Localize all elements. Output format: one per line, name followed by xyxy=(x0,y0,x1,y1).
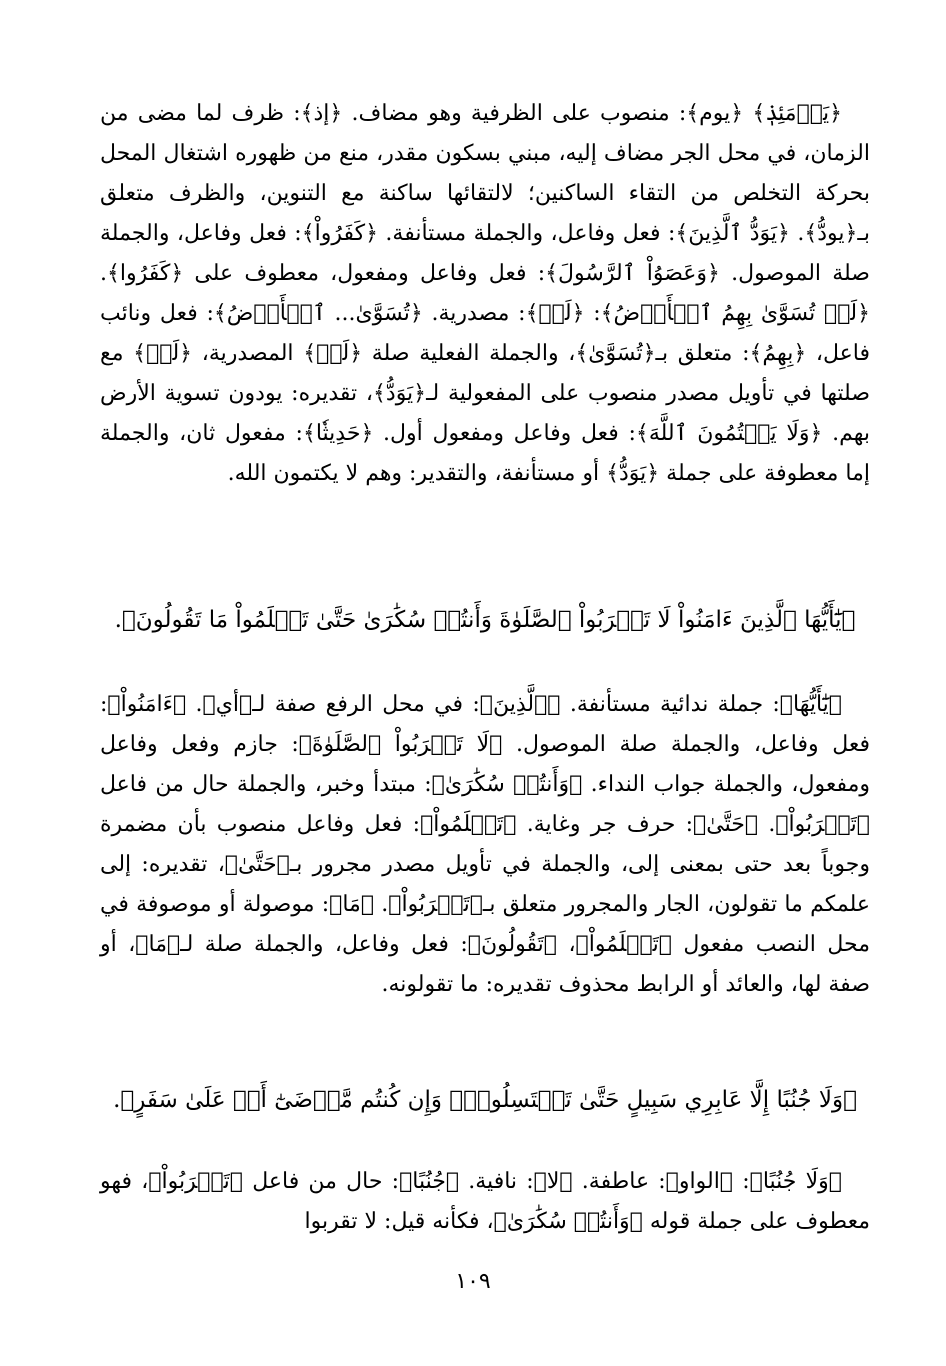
quran-verse-2: ﴿وَلَا جُنُبًا إِلَّا عَابِرِي سَبِيلٍ حَتَّىٰ تَغۡتَسِلُواْۚ وَإِن كُنتُم مَّرۡضَىٰٓ أَوۡ عَلَىٰ سَفَرٍ﴾. xyxy=(113,1087,857,1113)
commentary-section-3 xyxy=(100,1162,870,1242)
commentary-paragraph-2: ﴿يَٰٓأَيُّهَا﴾: جملة ندائية مستأنفة. ﴿ٱلَّذِينَ﴾: في محل الرفع صفة لـ﴿أي﴾. ﴿ءَامَنُواْ﴾: فعل وفاعل، والجملة صلة الموصول. ﴿لَا تَقۡرَبُواْ ٱلصَّلَوٰةَ﴾: جازم وفعل وفاعل ومفعول، والجملة جواب النداء. ﴿وَأَنتُمۡ سُكَٰرَىٰ﴾: مبتدأ وخبر، والجملة حال من فاعل ﴿تَقۡرَبُواْ﴾. ﴿حَتَّىٰ﴾: حرف جر وغاية. ﴿تَعۡلَمُواْ﴾: فعل وفاعل منصوب بأن مضمرة وجوباً بعد حتى بمعنى إلى، والجملة في تأويل مصدر مجرور بـ﴿حَتَّىٰ﴾، تقديره: إلى علمكم ما تقولون، الجار والمجرور متعلق بـ﴿تَقۡرَبُواْ﴾. ﴿مَا﴾: موصولة أو موصوفة في محل النصب مفعول ﴿تَعۡلَمُواْ﴾، ﴿تَقُولُونَ﴾: فعل وفاعل، والجملة صلة لـ﴿مَا﴾، أو صفة لها، والعائد أو الرابط محذوف تقديره: ما تقولونه. xyxy=(100,692,870,997)
commentary-section-2 xyxy=(100,685,870,1005)
commentary-paragraph-1: ﴿يَوۡمَئِذٖ﴾ ﴿يوم﴾: منصوب على الظرفية وهو مضاف. ﴿إذ﴾: ظرف لما مضى من الزمان، في محل الجر مضاف إليه، مبني بسكون مقدر، منع من ظهوره اشتغال المحل بحركة التخلص من التقاء الساكنين؛ لالتقائها ساكنة مع التنوين، والظرف متعلق بـ﴿يودُّ﴾. ﴿يَوَدُّ ٱلَّذِينَ﴾: فعل وفاعل، والجملة مستأنفة. ﴿كَفَرُواْ﴾: فعل وفاعل، والجملة صلة الموصول. ﴿وَعَصَوُاْ ٱلرَّسُولَ﴾: فعل وفاعل ومفعول، معطوف على ﴿كَفَرُوا﴾. ﴿لَوۡ تُسَوَّىٰ بِهِمُ ٱلۡأَرۡضُ﴾: ﴿لَوۡ﴾: مصدرية. ﴿تُسَوَّىٰ... ٱلۡأَرۡضُ﴾: فعل ونائب فاعل، ﴿بِهِمُ﴾: متعلق بـ﴿تُسَوَّىٰ﴾، والجملة الفعلية صلة ﴿لَوۡ﴾ المصدرية، ﴿لَوۡ﴾ مع صلتها في تأويل مصدر منصوب على المفعولية لـ﴿يَوَدُّ﴾، تقديره: يودون تسوية الأرض بهم. ﴿وَلَا يَكۡتُمُونَ ٱللَّهَ﴾: فعل وفاعل ومفعول أول. ﴿حَدِيثٗا﴾: مفعول ثان، والجملة إما معطوفة على جملة ﴿يَوَدُّ﴾ أو مستأنفة، والتقدير: وهم لا يكتمون الله. xyxy=(100,101,870,486)
commentary-section-1 xyxy=(100,94,870,494)
commentary-paragraph-3: ﴿وَلَا جُنُبًا﴾: ﴿الواو﴾: عاطفة. ﴿لا﴾: نافية. ﴿جُنُبًا﴾: حال من فاعل ﴿تَقۡرَبُواْ﴾، فهو معطوف على جملة قوله ﴿وَأَنتُمۡ سُكَٰرَىٰ﴾، فكأنه قيل: لا تقربوا xyxy=(100,1169,870,1234)
quran-verse-1: ﴿يَٰٓأَيُّهَا ٱلَّذِينَ ءَامَنُواْ لَا تَقۡرَبُواْ ٱلصَّلَوٰةَ وَأَنتُمۡ سُكَٰرَىٰ حَتَّىٰ تَعۡلَمُواْ مَا تَقُولُونَ﴾. xyxy=(114,607,856,633)
page-number: ١٠٩ xyxy=(455,1269,491,1294)
